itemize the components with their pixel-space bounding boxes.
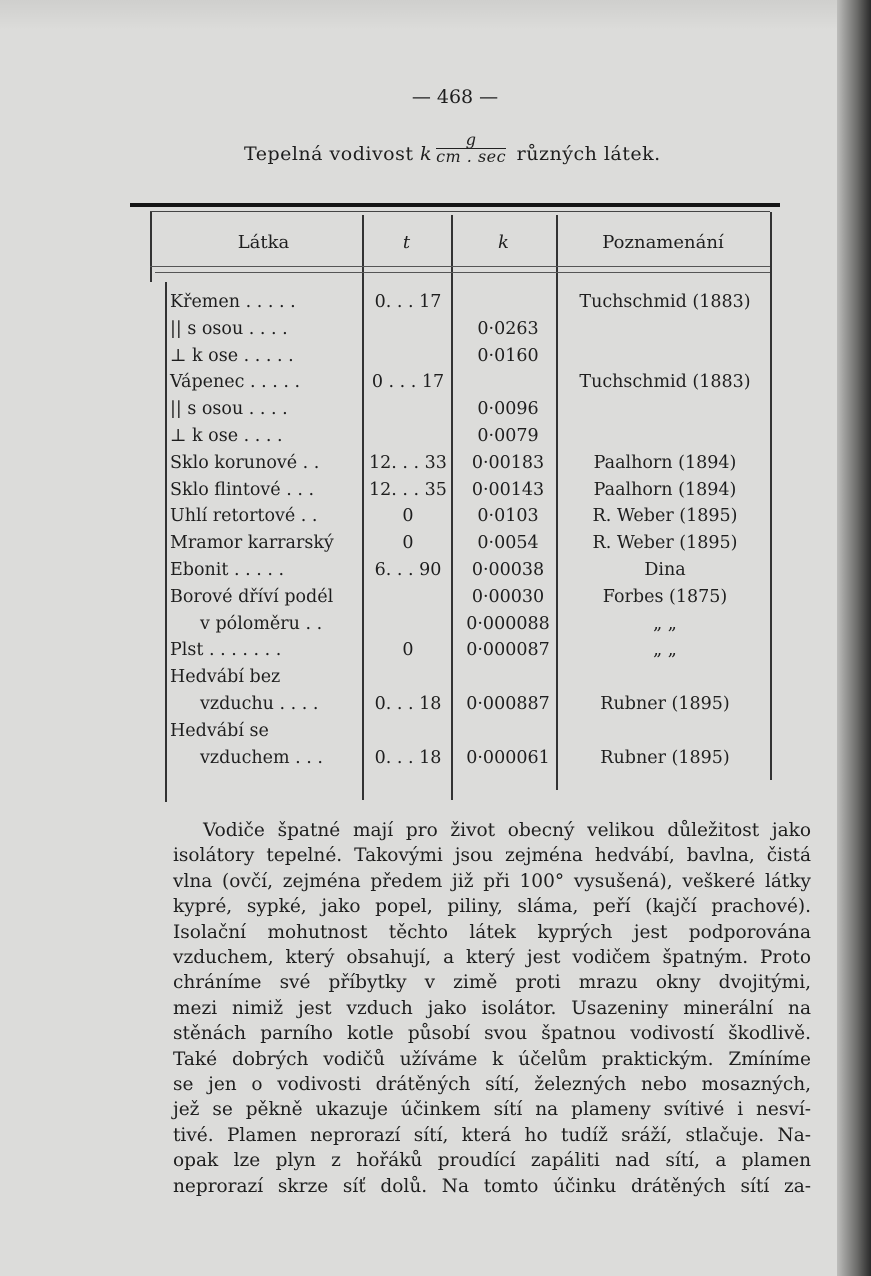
- header-poznamenani: Poznamenání: [602, 232, 724, 253]
- text-line: opak lze plyn z hořáků proudící zapáliti nad sítí, a plamen: [173, 1150, 811, 1172]
- table-row: [0, 450, 871, 477]
- cell-note: Forbes (1875): [602, 586, 728, 607]
- table-row: [0, 530, 871, 557]
- cell-latka: Borové dříví podél: [170, 586, 334, 607]
- cell-latka: Sklo flintové . . .: [170, 479, 315, 500]
- text-line: vzduchem, který obsahují, a který jest vodičem špatným. Proto: [173, 947, 811, 969]
- title-text-end: různých látek.: [516, 143, 661, 165]
- cell-t: 0: [402, 506, 414, 527]
- cell-k: 0·0079: [477, 426, 539, 446]
- header-latka: Látka: [237, 232, 290, 253]
- table-title: [244, 129, 661, 166]
- cell-note: „ „: [653, 613, 677, 634]
- header-k: k: [498, 232, 509, 253]
- cell-k: 0·0160: [477, 345, 539, 366]
- text-line: neprorazí skrze síť dolů. Na tomto účinku drátěných sítí za-: [173, 1175, 811, 1197]
- table-border-left: [150, 212, 152, 282]
- cell-t: 0: [402, 533, 414, 554]
- text-line: isolátory tepelné. Takovými jsou zejména hedvábí, bavlna, čistá: [173, 845, 811, 867]
- cell-k: 0·00183: [471, 452, 545, 473]
- text-line: stěnách parního kotle působí svou špatnou vodivostí škodlivě.: [173, 1023, 811, 1045]
- unit-fraction: [436, 129, 507, 166]
- cell-k: 0·000887: [466, 694, 550, 714]
- cell-latka: vzduchu . . . .: [200, 694, 319, 714]
- cell-latka: || s osou . . . .: [170, 399, 288, 420]
- cell-k: 0·00143: [471, 479, 545, 500]
- title-k: k: [420, 143, 433, 165]
- cell-note: Rubner (1895): [600, 694, 730, 714]
- cell-note: Paalhorn (1894): [593, 452, 737, 473]
- unit-numerator: g: [436, 132, 506, 149]
- cell-note: R. Weber (1895): [592, 533, 738, 554]
- cell-note: Rubner (1895): [600, 747, 730, 768]
- cell-t: 12. . . 33: [369, 452, 447, 473]
- cell-note: Tuchschmid (1883): [579, 372, 751, 393]
- cell-t: 0. . . 17: [374, 292, 442, 312]
- table-row: [0, 611, 871, 638]
- table-row: [0, 423, 871, 450]
- table-row: [0, 718, 871, 745]
- cell-note: „ „: [653, 640, 677, 661]
- cell-latka: vzduchem . . .: [200, 747, 323, 768]
- title-text: Tepelná vodivost: [244, 143, 414, 165]
- cell-latka: Hedvábí se: [170, 720, 269, 741]
- text-line: vlna (ovčí, zejména předem již při 100° vysušená), veškeré látky: [173, 870, 811, 892]
- cell-t: 0 . . . 17: [371, 372, 445, 393]
- text-line: Také dobrých vodičů užíváme k účelům praktickým. Zmíníme: [173, 1048, 811, 1070]
- cell-k: 0·0054: [477, 533, 539, 554]
- table-top-rule: [130, 203, 780, 207]
- cell-k: 0·00038: [471, 560, 545, 580]
- table-row: [0, 637, 871, 664]
- cell-t: 0. . . 18: [374, 694, 442, 714]
- table-row: [0, 557, 871, 584]
- cell-latka: v póloměru . .: [200, 613, 323, 634]
- table-row: [0, 396, 871, 423]
- cell-k: 0·0263: [477, 318, 539, 339]
- text-line: Isolační mohutnost těchto látek kyprých jest podporována: [173, 921, 811, 943]
- table-row: [0, 369, 871, 396]
- table-row: [0, 584, 871, 611]
- table-row: [0, 691, 871, 718]
- table-row: [0, 343, 871, 370]
- table-row: [0, 316, 871, 343]
- cell-k: 0·0096: [477, 399, 539, 420]
- table-row: [0, 477, 871, 504]
- cell-t: 12. . . 35: [369, 479, 447, 500]
- cell-latka: Mramor karrarský: [170, 533, 334, 554]
- cell-latka: Vápenec . . . . .: [170, 372, 301, 393]
- cell-latka: Plst . . . . . . .: [170, 640, 282, 661]
- cell-note: Paalhorn (1894): [593, 479, 737, 500]
- cell-k: 0·000087: [466, 640, 550, 661]
- cell-latka: ⊥ k ose . . . . .: [170, 345, 294, 366]
- cell-note: Tuchschmid (1883): [579, 292, 751, 312]
- header-t: t: [402, 232, 411, 253]
- text-line: tivé. Plamen neprorazí sítí, která ho tudíž sráží, stlačuje. Na-: [173, 1124, 811, 1146]
- cell-k: 0·0103: [477, 506, 539, 527]
- table-row: [0, 289, 871, 316]
- cell-k: 0·000061: [466, 747, 550, 768]
- page-number: — 468 —: [411, 86, 499, 108]
- text-line: kypré, sypké, jako popel, piliny, sláma, peří (kajčí prachové).: [173, 896, 811, 918]
- cell-latka: || s osou . . . .: [170, 318, 288, 339]
- cell-t: 6. . . 90: [374, 560, 442, 580]
- cell-k: 0·000088: [466, 613, 550, 634]
- text-line: jež se pěkně ukazuje účinkem sítí na plameny svítivé i nesví-: [173, 1099, 811, 1121]
- header-rule: [150, 266, 770, 267]
- cell-t: 0: [402, 640, 414, 661]
- unit-denominator: cm . sec: [436, 146, 507, 166]
- text-line: mezi nimiž jest vzduch jako isolátor. Usazeniny minerální na: [173, 997, 811, 1019]
- table-top-thin-rule: [150, 211, 770, 212]
- text-line: se jen o vodivosti drátěných sítí, železných nebo mosazných,: [173, 1074, 811, 1096]
- cell-latka: Uhlí retortové . .: [170, 506, 318, 527]
- cell-t: 0. . . 18: [374, 747, 442, 768]
- cell-latka: Hedvábí bez: [170, 667, 281, 688]
- cell-note: R. Weber (1895): [592, 506, 738, 527]
- table-row: [0, 503, 871, 530]
- header-rule: [155, 272, 770, 273]
- cell-latka: ⊥ k ose . . . .: [170, 426, 283, 446]
- page-shading: [0, 0, 871, 30]
- cell-note: Dina: [644, 560, 686, 580]
- text-line: Vodiče špatné mají pro život obecný velikou důležitost jako: [203, 820, 811, 841]
- table-row: [0, 745, 871, 772]
- body-paragraph: [173, 818, 811, 1199]
- cell-latka: Ebonit . . . . .: [170, 560, 285, 580]
- cell-latka: Sklo korunové . .: [170, 452, 320, 473]
- cell-latka: Křemen . . . . .: [170, 292, 296, 312]
- cell-k: 0·00030: [471, 586, 545, 607]
- text-line: chráníme své příbytky v zimě proti mrazu okny dvojitými,: [173, 972, 811, 994]
- table-row: [0, 664, 871, 691]
